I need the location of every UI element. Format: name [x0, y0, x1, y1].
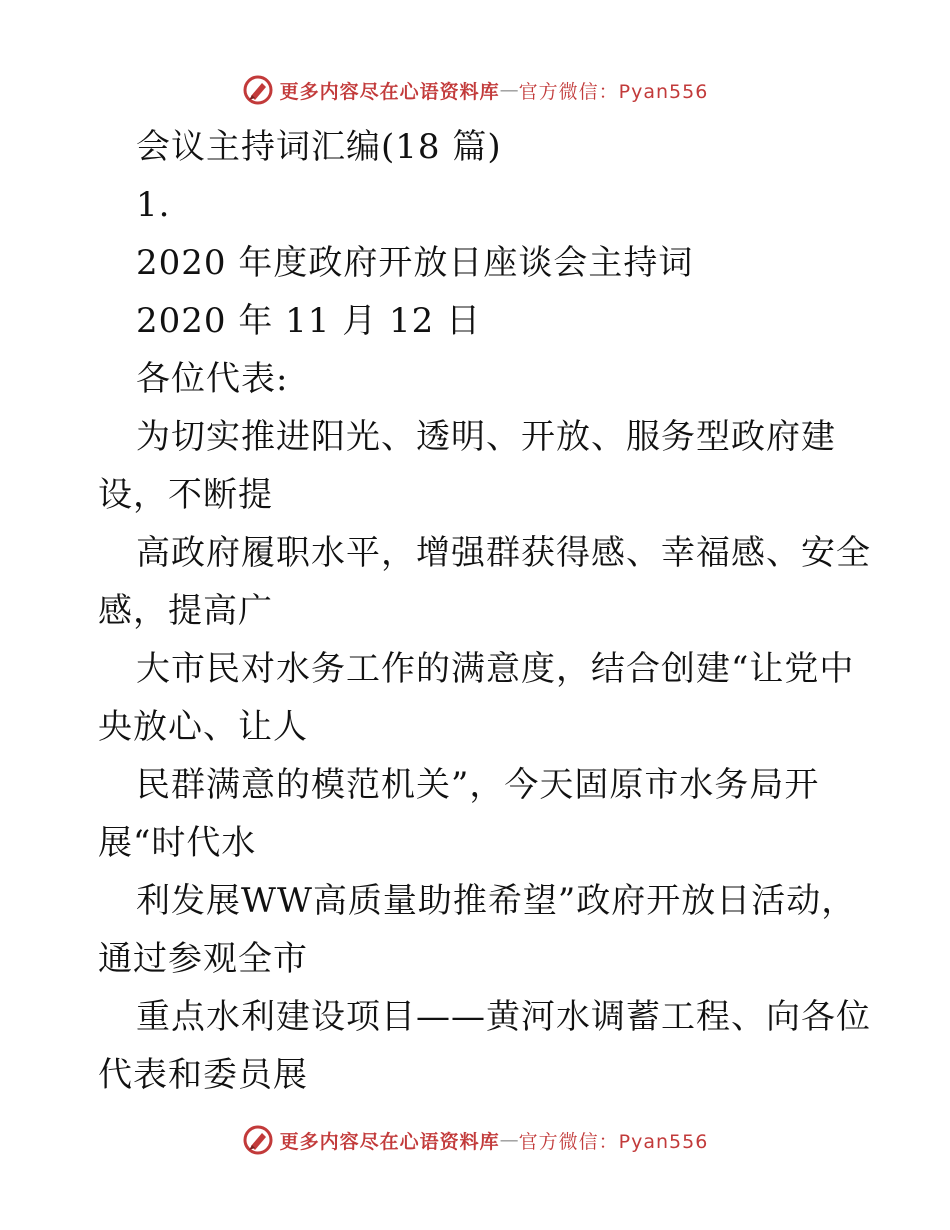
watermark-dash: —: [499, 1129, 519, 1151]
watermark-banner-bottom: [0, 1120, 950, 1160]
body-line: 设，不断提: [98, 475, 273, 515]
watermark-sub-text: 官方微信：Pyan556: [518, 80, 709, 103]
pen-nib-logo-icon: [242, 74, 274, 106]
watermark-main-text: 更多内容尽在心语资料库: [279, 1130, 500, 1153]
section-number: 1.: [136, 185, 171, 225]
body-line: 高政府履职水平，增强群获得感、幸福感、安全: [136, 533, 871, 573]
body-line: 大市民对水务工作的满意度，结合创建“让党中: [136, 649, 855, 689]
pen-nib-logo-icon: [242, 1124, 274, 1156]
body-line: 感，提高广: [98, 591, 273, 631]
body-line: 民群满意的模范机关”，今天固原市水务局开: [136, 765, 820, 805]
body-line: 重点水利建设项目——黄河水调蓄工程、向各位: [136, 997, 871, 1037]
body-line: 利发展WW高质量助推希望”政府开放日活动，: [136, 881, 857, 921]
watermark-sub-text: 官方微信：Pyan556: [518, 1130, 709, 1153]
salutation: 各位代表:: [136, 359, 289, 399]
body-line: 代表和委员展: [98, 1055, 308, 1095]
section-title: 2020 年度政府开放日座谈会主持词: [136, 243, 694, 283]
document-title: 会议主持词汇编(18 篇): [136, 127, 502, 167]
section-date: 2020 年 11 月 12 日: [136, 301, 482, 341]
body-line: 央放心、让人: [98, 707, 308, 747]
body-line: 通过参观全市: [98, 939, 308, 979]
body-line: 展“时代水: [98, 823, 257, 863]
watermark-dash: —: [499, 79, 519, 101]
watermark-main-text: 更多内容尽在心语资料库: [279, 80, 500, 103]
watermark-banner-top: [0, 70, 950, 110]
body-line: 为切实推进阳光、透明、开放、服务型政府建: [136, 417, 836, 457]
